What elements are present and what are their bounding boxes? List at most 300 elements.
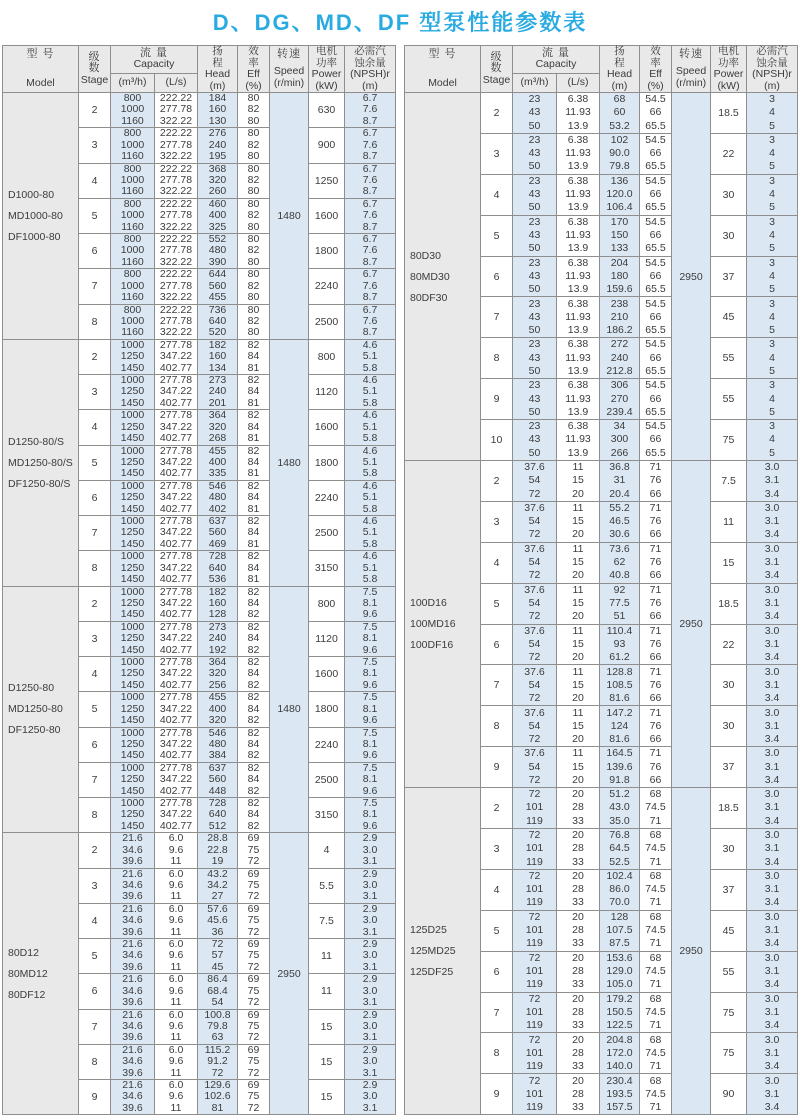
- head-cell: 276 240 195: [198, 128, 238, 163]
- head-cell: 273 240 201: [198, 375, 238, 410]
- stage-cell: 9: [481, 379, 513, 420]
- flow-m3h-cell: 23 43 50: [513, 215, 557, 256]
- head-cell: 728 640 536: [198, 551, 238, 586]
- model-name: 80D30: [410, 249, 441, 262]
- col-eff: 效 率 Eff (%): [640, 46, 672, 93]
- col-stage: 级 数 Stage: [78, 46, 110, 93]
- head-cell: 238 210 186.2: [600, 297, 640, 338]
- stage-cell: 9: [78, 1080, 110, 1115]
- pump-table-right: [404, 45, 798, 1115]
- eff-cell: 69 75 72: [238, 939, 270, 974]
- head-cell: 28.8 22.8 19: [198, 833, 238, 868]
- speed-cell: 1480: [270, 93, 309, 340]
- flow-m3h-cell: 37.6 54 72: [513, 501, 557, 542]
- npsh-cell: 3.0 3.1 3.4: [747, 706, 798, 747]
- power-cell: 90: [711, 1074, 747, 1115]
- npsh-cell: 2.9 3.0 3.1: [345, 974, 396, 1009]
- col-unit-ls: (L/s): [557, 73, 600, 92]
- flow-ls-cell: 20 28 33: [557, 869, 600, 910]
- npsh-cell: 2.9 3.0 3.1: [345, 903, 396, 938]
- power-cell: 15: [309, 1044, 345, 1079]
- power-cell: 55: [711, 379, 747, 420]
- flow-ls-cell: 11 15 20: [557, 542, 600, 583]
- npsh-cell: 3 4 5: [747, 215, 798, 256]
- flow-ls-cell: 11 15 20: [557, 624, 600, 665]
- model-name: D1000-80: [7, 188, 55, 201]
- eff-cell: 54.5 66 65.5: [640, 420, 672, 461]
- col-npsh: 必需汽 蚀余量 (NPSH)r (m): [345, 46, 396, 93]
- eff-cell: 54.5 66 65.5: [640, 93, 672, 134]
- npsh-cell: 3 4 5: [747, 297, 798, 338]
- flow-m3h-cell: 1000 1250 1450: [110, 586, 154, 621]
- head-cell: 179.2 150.5 122.5: [600, 992, 640, 1033]
- flow-ls-cell: 20 28 33: [557, 992, 600, 1033]
- head-cell: 34 300 266: [600, 420, 640, 461]
- power-cell: 3150: [309, 551, 345, 586]
- flow-m3h-cell: 23 43 50: [513, 379, 557, 420]
- eff-cell: 82 84 82: [238, 727, 270, 762]
- col-model: 型 号 Model: [405, 46, 481, 93]
- flow-m3h-cell: 800 1000 1160: [110, 198, 154, 233]
- power-cell: 18.5: [711, 583, 747, 624]
- stage-cell: 8: [481, 1033, 513, 1074]
- head-cell: 164.5 139.6 91.8: [600, 747, 640, 788]
- npsh-cell: 2.9 3.0 3.1: [345, 1044, 396, 1079]
- head-cell: 368 320 260: [198, 163, 238, 198]
- eff-cell: 82 84 82: [238, 798, 270, 833]
- table-row: [2, 586, 395, 621]
- flow-ls-cell: 222.22 277.78 322.22: [154, 234, 197, 269]
- pump-table-left: [2, 45, 396, 1115]
- head-cell: 51.2 43.0 35.0: [600, 788, 640, 829]
- npsh-cell: 2.9 3.0 3.1: [345, 868, 396, 903]
- flow-m3h-cell: 37.6 54 72: [513, 461, 557, 502]
- flow-ls-cell: 6.38 11.93 13.9: [557, 133, 600, 174]
- model-name: MD1250-80/S: [7, 456, 73, 469]
- head-cell: 102.4 86.0 70.0: [600, 869, 640, 910]
- stage-cell: 7: [481, 665, 513, 706]
- flow-m3h-cell: 23 43 50: [513, 297, 557, 338]
- npsh-cell: 4.6 5.1 5.8: [345, 339, 396, 374]
- power-cell: 800: [309, 586, 345, 621]
- power-cell: 1600: [309, 198, 345, 233]
- stage-cell: 5: [481, 583, 513, 624]
- eff-cell: 82 84 81: [238, 551, 270, 586]
- power-cell: 30: [711, 706, 747, 747]
- stage-cell: 3: [481, 133, 513, 174]
- flow-m3h-cell: 37.6 54 72: [513, 706, 557, 747]
- flow-m3h-cell: 1000 1250 1450: [110, 375, 154, 410]
- stage-cell: 4: [78, 657, 110, 692]
- eff-cell: 68 74.5 71: [640, 788, 672, 829]
- eff-cell: 82 84 82: [238, 762, 270, 797]
- npsh-cell: 2.9 3.0 3.1: [345, 833, 396, 868]
- flow-m3h-cell: 21.6 34.6 39.6: [110, 868, 154, 903]
- npsh-cell: 7.5 8.1 9.6: [345, 727, 396, 762]
- eff-cell: 82 84 82: [238, 621, 270, 656]
- npsh-cell: 3.0 3.1 3.4: [747, 951, 798, 992]
- flow-m3h-cell: 23 43 50: [513, 256, 557, 297]
- flow-m3h-cell: 1000 1250 1450: [110, 798, 154, 833]
- flow-m3h-cell: 21.6 34.6 39.6: [110, 833, 154, 868]
- stage-cell: 6: [78, 234, 110, 269]
- flow-ls-cell: 6.0 9.6 11: [154, 1009, 197, 1044]
- stage-cell: 8: [481, 706, 513, 747]
- power-cell: 18.5: [711, 788, 747, 829]
- eff-cell: 54.5 66 65.5: [640, 256, 672, 297]
- flow-ls-cell: 6.0 9.6 11: [154, 974, 197, 1009]
- col-speed: 转速 Speed (r/min): [270, 46, 309, 93]
- eff-cell: 82 84 81: [238, 410, 270, 445]
- col-capacity: 流 量 Capacity: [110, 46, 197, 74]
- flow-ls-cell: 6.38 11.93 13.9: [557, 379, 600, 420]
- stage-cell: 3: [481, 501, 513, 542]
- eff-cell: 54.5 66 65.5: [640, 297, 672, 338]
- npsh-cell: 4.6 5.1 5.8: [345, 516, 396, 551]
- head-cell: 184 160 130: [198, 93, 238, 128]
- head-cell: 736 640 520: [198, 304, 238, 339]
- col-head: 扬 程 Head (m): [600, 46, 640, 93]
- model-name: MD1000-80: [7, 209, 63, 222]
- npsh-cell: 3.0 3.1 3.4: [747, 583, 798, 624]
- model-name: 80DF12: [7, 988, 46, 1001]
- eff-cell: 80 82 80: [238, 163, 270, 198]
- stage-cell: 8: [481, 338, 513, 379]
- eff-cell: 71 76 66: [640, 624, 672, 665]
- head-cell: 153.6 129.0 105.0: [600, 951, 640, 992]
- tables-container: [0, 45, 800, 1114]
- eff-cell: 80 82 80: [238, 269, 270, 304]
- eff-cell: 71 76 66: [640, 583, 672, 624]
- stage-cell: 7: [78, 269, 110, 304]
- flow-m3h-cell: 23 43 50: [513, 133, 557, 174]
- flow-ls-cell: 277.78 347.22 402.77: [154, 551, 197, 586]
- model-name: MD1250-80: [7, 703, 63, 716]
- stage-cell: 5: [78, 445, 110, 480]
- flow-m3h-cell: 37.6 54 72: [513, 583, 557, 624]
- head-cell: 455 400 320: [198, 692, 238, 727]
- npsh-cell: 6.7 7.6 8.7: [345, 269, 396, 304]
- flow-ls-cell: 277.78 347.22 402.77: [154, 762, 197, 797]
- model-cell: [405, 788, 481, 1115]
- model-name: 100DF16: [410, 639, 454, 652]
- flow-ls-cell: 6.0 9.6 11: [154, 833, 197, 868]
- head-cell: 72 57 45: [198, 939, 238, 974]
- flow-ls-cell: 222.22 277.78 322.22: [154, 128, 197, 163]
- power-cell: 7.5: [309, 903, 345, 938]
- head-cell: 204 180 159.6: [600, 256, 640, 297]
- flow-ls-cell: 6.38 11.93 13.9: [557, 215, 600, 256]
- flow-ls-cell: 6.38 11.93 13.9: [557, 174, 600, 215]
- power-cell: 900: [309, 128, 345, 163]
- stage-cell: 7: [481, 297, 513, 338]
- power-cell: 7.5: [711, 461, 747, 502]
- power-cell: 55: [711, 338, 747, 379]
- power-cell: 1600: [309, 410, 345, 445]
- stage-cell: 4: [78, 163, 110, 198]
- power-cell: 30: [711, 665, 747, 706]
- npsh-cell: 3.0 3.1 3.4: [747, 542, 798, 583]
- flow-m3h-cell: 37.6 54 72: [513, 665, 557, 706]
- model-name: 125DF25: [410, 966, 454, 979]
- flow-m3h-cell: 72 101 119: [513, 1074, 557, 1115]
- power-cell: 37: [711, 747, 747, 788]
- power-cell: 75: [711, 420, 747, 461]
- eff-cell: 82 84 82: [238, 692, 270, 727]
- stage-cell: 7: [78, 516, 110, 551]
- table-header: [405, 46, 798, 93]
- power-cell: 2500: [309, 762, 345, 797]
- power-cell: 1800: [309, 234, 345, 269]
- flow-ls-cell: 6.38 11.93 13.9: [557, 93, 600, 134]
- stage-cell: 6: [78, 480, 110, 515]
- eff-cell: 69 75 72: [238, 1044, 270, 1079]
- npsh-cell: 6.7 7.6 8.7: [345, 198, 396, 233]
- power-cell: 30: [711, 829, 747, 870]
- head-cell: 455 400 335: [198, 445, 238, 480]
- flow-ls-cell: 20 28 33: [557, 910, 600, 951]
- model-name: D1250-80/S: [7, 435, 65, 448]
- flow-ls-cell: 11 15 20: [557, 501, 600, 542]
- flow-m3h-cell: 800 1000 1160: [110, 163, 154, 198]
- flow-m3h-cell: 72 101 119: [513, 910, 557, 951]
- flow-ls-cell: 277.78 347.22 402.77: [154, 586, 197, 621]
- flow-ls-cell: 222.22 277.78 322.22: [154, 93, 197, 128]
- stage-cell: 7: [78, 1009, 110, 1044]
- speed-cell: 1480: [270, 586, 309, 833]
- col-speed: 转速 Speed (r/min): [672, 46, 711, 93]
- model-name: 80MD30: [410, 270, 450, 283]
- power-cell: 22: [711, 624, 747, 665]
- col-model: 型 号 Model: [2, 46, 78, 93]
- eff-cell: 71 76 66: [640, 665, 672, 706]
- head-cell: 546 480 402: [198, 480, 238, 515]
- eff-cell: 69 75 72: [238, 868, 270, 903]
- stage-cell: 2: [481, 788, 513, 829]
- head-cell: 43.2 34.2 27: [198, 868, 238, 903]
- npsh-cell: 7.5 8.1 9.6: [345, 692, 396, 727]
- eff-cell: 54.5 66 65.5: [640, 338, 672, 379]
- eff-cell: 54.5 66 65.5: [640, 379, 672, 420]
- npsh-cell: 2.9 3.0 3.1: [345, 939, 396, 974]
- stage-cell: 3: [78, 868, 110, 903]
- head-cell: 273 240 192: [198, 621, 238, 656]
- flow-ls-cell: 277.78 347.22 402.77: [154, 445, 197, 480]
- power-cell: 3150: [309, 798, 345, 833]
- speed-cell: 1480: [270, 339, 309, 586]
- model-name: DF1000-80: [7, 230, 61, 243]
- stage-cell: 4: [481, 174, 513, 215]
- power-cell: 18.5: [711, 93, 747, 134]
- npsh-cell: 4.6 5.1 5.8: [345, 375, 396, 410]
- model-cell: [2, 586, 78, 833]
- flow-ls-cell: 277.78 347.22 402.77: [154, 480, 197, 515]
- page-title: D、DG、MD、DF 型泵性能参数表: [212, 10, 588, 35]
- flow-ls-cell: 6.0 9.6 11: [154, 939, 197, 974]
- eff-cell: 69 75 72: [238, 974, 270, 1009]
- stage-cell: 3: [78, 375, 110, 410]
- eff-cell: 71 76 66: [640, 542, 672, 583]
- stage-cell: 9: [481, 747, 513, 788]
- power-cell: 1120: [309, 375, 345, 410]
- eff-cell: 80 82 80: [238, 128, 270, 163]
- stage-cell: 8: [78, 304, 110, 339]
- head-cell: 68 60 53.2: [600, 93, 640, 134]
- col-power: 电机 功率 Power (kW): [309, 46, 345, 93]
- head-cell: 115.2 91.2 72: [198, 1044, 238, 1079]
- flow-ls-cell: 222.22 277.78 322.22: [154, 269, 197, 304]
- eff-cell: 68 74.5 71: [640, 829, 672, 870]
- head-cell: 546 480 384: [198, 727, 238, 762]
- power-cell: 37: [711, 256, 747, 297]
- eff-cell: 82 84 81: [238, 516, 270, 551]
- npsh-cell: 6.7 7.6 8.7: [345, 93, 396, 128]
- flow-ls-cell: 277.78 347.22 402.77: [154, 798, 197, 833]
- flow-ls-cell: 11 15 20: [557, 706, 600, 747]
- stage-cell: 6: [481, 624, 513, 665]
- flow-ls-cell: 20 28 33: [557, 788, 600, 829]
- flow-ls-cell: 277.78 347.22 402.77: [154, 339, 197, 374]
- head-cell: 182 160 128: [198, 586, 238, 621]
- flow-ls-cell: 6.0 9.6 11: [154, 868, 197, 903]
- power-cell: 11: [309, 939, 345, 974]
- flow-m3h-cell: 37.6 54 72: [513, 624, 557, 665]
- power-cell: 2500: [309, 516, 345, 551]
- head-cell: 76.8 64.5 52.5: [600, 829, 640, 870]
- flow-m3h-cell: 21.6 34.6 39.6: [110, 1044, 154, 1079]
- eff-cell: 82 84 82: [238, 657, 270, 692]
- head-cell: 128.8 108.5 81.6: [600, 665, 640, 706]
- npsh-cell: 4.6 5.1 5.8: [345, 551, 396, 586]
- head-cell: 230.4 193.5 157.5: [600, 1074, 640, 1115]
- eff-cell: 82 84 81: [238, 445, 270, 480]
- flow-m3h-cell: 800 1000 1160: [110, 304, 154, 339]
- flow-ls-cell: 11 15 20: [557, 461, 600, 502]
- speed-cell: 2950: [672, 788, 711, 1115]
- stage-cell: 7: [481, 992, 513, 1033]
- power-cell: 5.5: [309, 868, 345, 903]
- npsh-cell: 3.0 3.1 3.4: [747, 461, 798, 502]
- power-cell: 11: [711, 501, 747, 542]
- npsh-cell: 7.5 8.1 9.6: [345, 657, 396, 692]
- table-body: [2, 93, 395, 1115]
- flow-m3h-cell: 21.6 34.6 39.6: [110, 939, 154, 974]
- eff-cell: 54.5 66 65.5: [640, 215, 672, 256]
- flow-ls-cell: 222.22 277.78 322.22: [154, 163, 197, 198]
- power-cell: 1800: [309, 692, 345, 727]
- power-cell: 15: [309, 1080, 345, 1115]
- flow-m3h-cell: 1000 1250 1450: [110, 339, 154, 374]
- flow-m3h-cell: 23 43 50: [513, 420, 557, 461]
- npsh-cell: 3.0 3.1 3.4: [747, 624, 798, 665]
- npsh-cell: 4.6 5.1 5.8: [345, 410, 396, 445]
- stage-cell: 6: [78, 727, 110, 762]
- flow-m3h-cell: 72 101 119: [513, 829, 557, 870]
- npsh-cell: 3 4 5: [747, 379, 798, 420]
- head-cell: 147.2 124 81.6: [600, 706, 640, 747]
- npsh-cell: 3.0 3.1 3.4: [747, 869, 798, 910]
- eff-cell: 71 76 66: [640, 501, 672, 542]
- stage-cell: 5: [78, 939, 110, 974]
- eff-cell: 68 74.5 71: [640, 1074, 672, 1115]
- stage-cell: 8: [78, 551, 110, 586]
- stage-cell: 2: [481, 461, 513, 502]
- flow-ls-cell: 6.38 11.93 13.9: [557, 297, 600, 338]
- stage-cell: 4: [481, 869, 513, 910]
- power-cell: 1120: [309, 621, 345, 656]
- speed-cell: 2950: [672, 461, 711, 788]
- power-cell: 4: [309, 833, 345, 868]
- col-capacity: 流 量 Capacity: [513, 46, 600, 74]
- flow-m3h-cell: 72 101 119: [513, 1033, 557, 1074]
- power-cell: 30: [711, 215, 747, 256]
- flow-m3h-cell: 1000 1250 1450: [110, 516, 154, 551]
- flow-m3h-cell: 72 101 119: [513, 951, 557, 992]
- col-npsh: 必需汽 蚀余量 (NPSH)r (m): [747, 46, 798, 93]
- model-name: 80D12: [7, 946, 39, 959]
- flow-ls-cell: 6.0 9.6 11: [154, 903, 197, 938]
- power-cell: 2500: [309, 304, 345, 339]
- stage-cell: 6: [78, 974, 110, 1009]
- flow-ls-cell: 20 28 33: [557, 1033, 600, 1074]
- power-cell: 15: [309, 1009, 345, 1044]
- head-cell: 306 270 239.4: [600, 379, 640, 420]
- col-unit-ls: (L/s): [154, 73, 197, 92]
- npsh-cell: 3.0 3.1 3.4: [747, 1074, 798, 1115]
- npsh-cell: 3 4 5: [747, 133, 798, 174]
- flow-m3h-cell: 72 101 119: [513, 869, 557, 910]
- stage-cell: 9: [481, 1074, 513, 1115]
- head-cell: 136 120.0 106.4: [600, 174, 640, 215]
- flow-m3h-cell: 1000 1250 1450: [110, 727, 154, 762]
- model-name: 80DF30: [410, 291, 448, 304]
- speed-cell: 2950: [270, 833, 309, 1115]
- npsh-cell: 3 4 5: [747, 338, 798, 379]
- stage-cell: 5: [481, 910, 513, 951]
- flow-m3h-cell: 21.6 34.6 39.6: [110, 903, 154, 938]
- power-cell: 15: [711, 542, 747, 583]
- eff-cell: 68 74.5 71: [640, 1033, 672, 1074]
- flow-m3h-cell: 23 43 50: [513, 338, 557, 379]
- flow-m3h-cell: 21.6 34.6 39.6: [110, 1080, 154, 1115]
- npsh-cell: 6.7 7.6 8.7: [345, 304, 396, 339]
- model-name: 125MD25: [410, 945, 456, 958]
- stage-cell: 6: [481, 951, 513, 992]
- table-row: [405, 93, 798, 134]
- eff-cell: 80 82 80: [238, 198, 270, 233]
- flow-m3h-cell: 37.6 54 72: [513, 542, 557, 583]
- model-cell: [405, 93, 481, 461]
- eff-cell: 54.5 66 65.5: [640, 133, 672, 174]
- power-cell: 2240: [309, 480, 345, 515]
- flow-ls-cell: 277.78 347.22 402.77: [154, 692, 197, 727]
- stage-cell: 7: [78, 762, 110, 797]
- npsh-cell: 3 4 5: [747, 174, 798, 215]
- head-cell: 129.6 102.6 81: [198, 1080, 238, 1115]
- table-row: [2, 339, 395, 374]
- flow-ls-cell: 277.78 347.22 402.77: [154, 657, 197, 692]
- stage-cell: 4: [78, 410, 110, 445]
- flow-m3h-cell: 1000 1250 1450: [110, 480, 154, 515]
- table-row: [2, 833, 395, 868]
- flow-m3h-cell: 1000 1250 1450: [110, 621, 154, 656]
- flow-ls-cell: 11 15 20: [557, 747, 600, 788]
- stage-cell: 8: [78, 798, 110, 833]
- flow-ls-cell: 277.78 347.22 402.77: [154, 516, 197, 551]
- power-cell: 45: [711, 910, 747, 951]
- flow-ls-cell: 6.0 9.6 11: [154, 1044, 197, 1079]
- stage-cell: 5: [78, 198, 110, 233]
